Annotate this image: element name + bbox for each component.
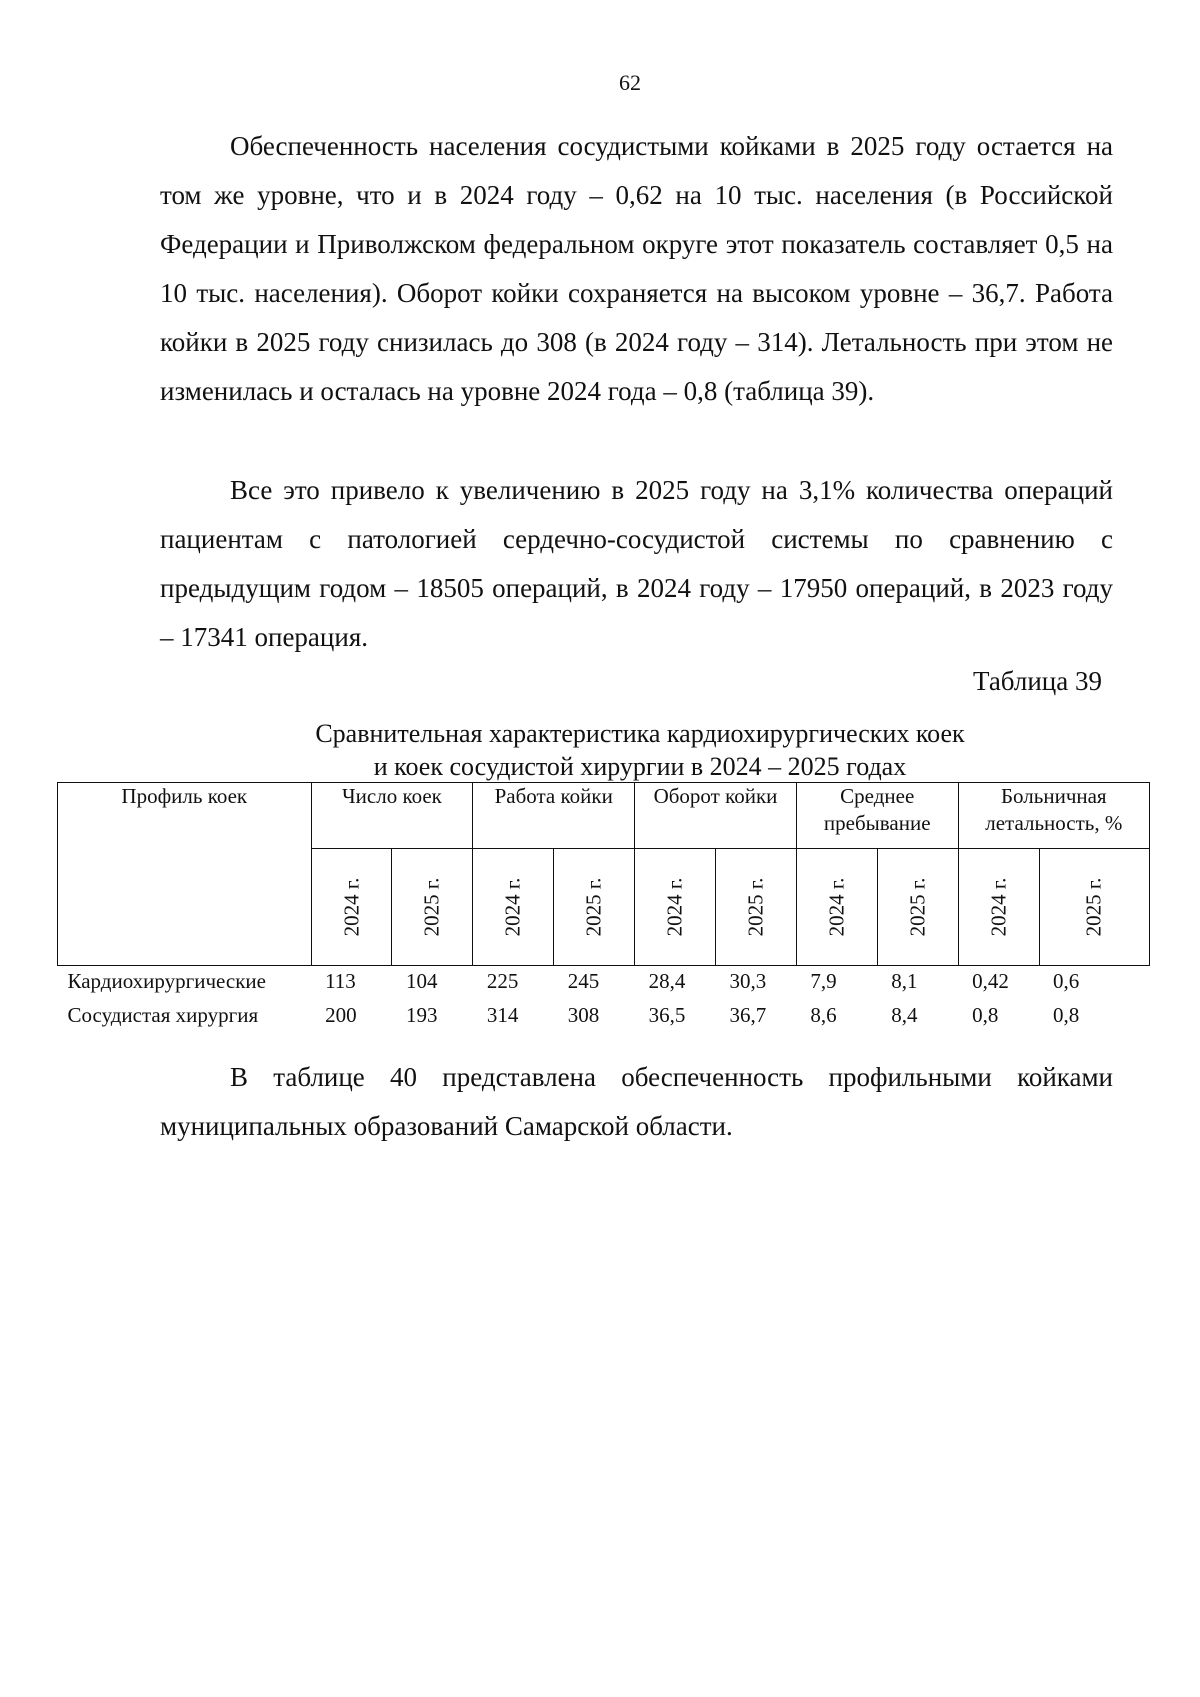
table-cell: 0,8	[1053, 1003, 1080, 1027]
year-label: 2025 г.	[581, 877, 606, 937]
header-hospital-mortality: Больничная летальность, %	[958, 783, 1149, 849]
header-average-stay: Среднее пребывание	[796, 783, 958, 849]
year-label: 2024 г.	[824, 877, 849, 937]
year-label: 2024 г.	[986, 877, 1011, 937]
table-row-vascular-surgery	[58, 1000, 1150, 1034]
table-cell: 308	[567, 1003, 600, 1027]
table-cell: 225	[486, 969, 519, 993]
table-cell: 200	[325, 1003, 357, 1027]
year-label: 2025 г.	[419, 877, 444, 937]
header-bed-count: Число коек	[311, 783, 473, 849]
table-cell: 245	[567, 969, 600, 993]
year-label: 2024 г.	[662, 877, 687, 937]
table-cell: 36,7	[729, 1003, 767, 1027]
table-title	[200, 717, 1080, 783]
page-number: 62	[619, 70, 641, 95]
table-title-line-1: Сравнительная характеристика кардиохирургических коек	[315, 719, 965, 748]
year-header	[392, 849, 473, 966]
table-cell: 104	[405, 969, 438, 993]
year-header	[311, 849, 392, 966]
year-header	[635, 849, 716, 966]
header-bed-turnover: Оборот койки	[635, 783, 797, 849]
beds-comparison-table	[57, 782, 1150, 1034]
year-label: 2025 г.	[1081, 877, 1106, 937]
table-cell: 36,5	[648, 1003, 686, 1027]
table-cell: 8,4	[891, 1003, 918, 1027]
table-header-row-groups	[58, 783, 1150, 849]
year-header	[554, 849, 635, 966]
header-bed-work: Работа койки	[473, 783, 635, 849]
table-title-line-2: и коек сосудистой хирургии в 2024 – 2025 годах	[373, 752, 907, 781]
table-cell: 0,6	[1053, 969, 1080, 993]
table-cell: 0,8	[972, 1003, 999, 1027]
year-label: 2025 г.	[905, 877, 930, 937]
year-header	[796, 849, 877, 966]
paragraph-bed-provision: Обеспеченность населения сосудистыми койками в 2025 году остается на том же уровне, что и в 2024 году – 0,62 на 10 тыс. населения (в Российской Федерации и Приволжском федеральном округе этот показатель составляет 0,5 на 10 тыс. населения). Оборот койки сохраняется на высоком уровне – 36,7. Работа койки в 2025 году снизилась до 308 (в 2024 году – 314). Летальность при этом не изменилась и осталась на уровне 2024 года – 0,8 (таблица 39).	[160, 131, 1113, 406]
table-row-cardiosurgery	[58, 966, 1150, 1001]
table-cell: 30,3	[729, 969, 767, 993]
year-header	[877, 849, 958, 966]
year-header	[473, 849, 554, 966]
table-cell: 113	[325, 969, 356, 993]
table-caption: Таблица 39	[973, 666, 1102, 696]
year-label: 2024 г.	[339, 877, 363, 937]
paragraph-table-40-reference: В таблице 40 представлена обеспеченность профильными койками муниципальных образований Самарской области.	[160, 1062, 1113, 1141]
table-cell: 7,9	[810, 969, 837, 993]
table-cell: 8,1	[891, 969, 918, 993]
row-name: Кардиохирургические	[67, 969, 266, 993]
row-name: Сосудистая хирургия	[67, 1003, 259, 1027]
paragraph-operations: Все это привело к увеличению в 2025 году на 3,1% количества операций пациентам с патологией сердечно-сосудистой системы по сравнению с предыдущим годом – 18505 операций, в 2024 году – 17950 операций, в 2023 году – 17341 операция.	[160, 475, 1113, 652]
year-header	[715, 849, 796, 966]
year-label: 2025 г.	[743, 877, 768, 937]
year-label: 2024 г.	[500, 877, 525, 937]
year-header	[958, 849, 1039, 966]
header-profile: Профиль коек	[58, 783, 312, 966]
table-cell: 0,42	[972, 969, 1009, 993]
year-header	[1039, 849, 1150, 966]
table-cell: 314	[486, 1003, 519, 1027]
table-cell: 193	[405, 1003, 438, 1027]
table-cell: 8,6	[810, 1003, 837, 1027]
table-cell: 28,4	[648, 969, 686, 993]
